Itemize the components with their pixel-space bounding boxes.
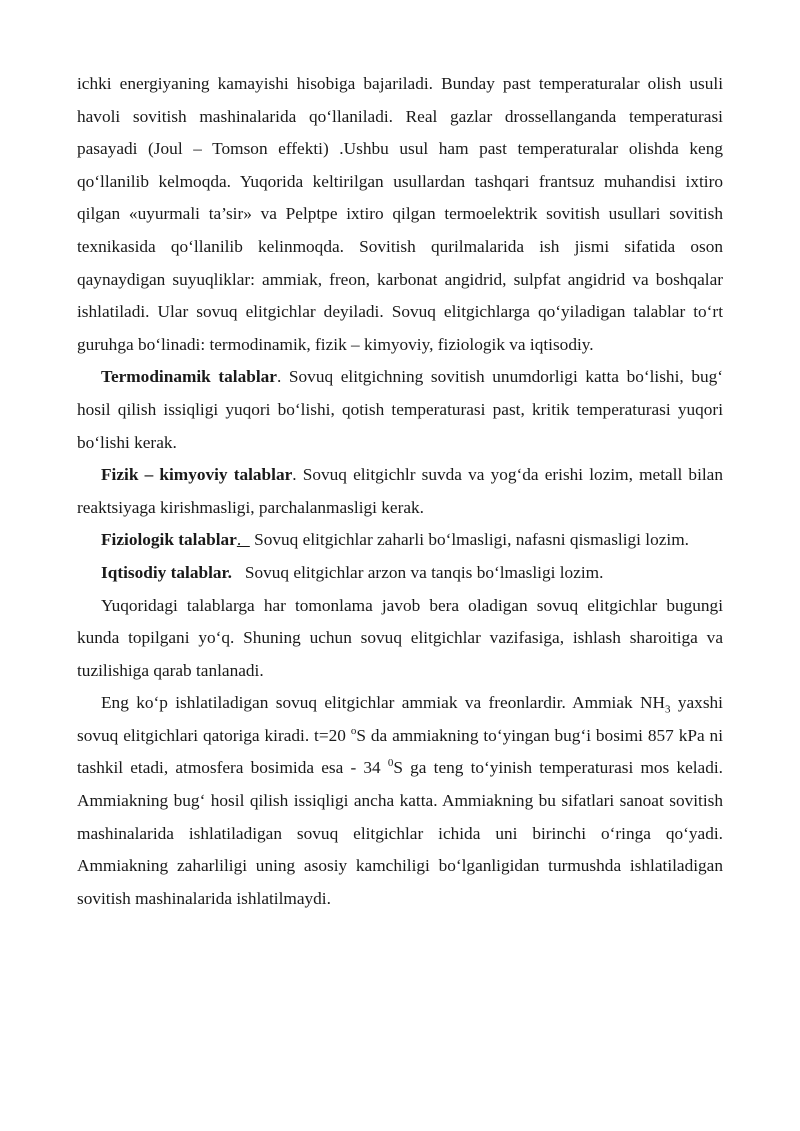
underline-physiological: . (236, 530, 250, 550)
text-physico-chemical: . Sovuq elitgichlr suvda va yog‘da erishi lozim, metall bilan reaktsiyaga kirishmasligi, parchalanmasligi kerak. (77, 465, 723, 517)
paragraph-physiological (77, 524, 723, 557)
degree-superscript-2: 0 (387, 757, 394, 770)
text-thermodynamic: . Sovuq elitgichning sovitish unumdorligi katta bo‘lishi, bug‘ hosil qilish issiqligi yuqori bo‘lishi, qotish temperaturasi past, kritik temperaturasi yuqori bo‘lishi kerak. (77, 367, 723, 452)
paragraph-ammonia (77, 687, 723, 915)
paragraph-thermodynamic (77, 361, 723, 459)
heading-physico-chemical: Fizik – kimyoviy talablar (101, 465, 293, 485)
text-physiological: Sovuq elitgichlar zaharli bo‘lmasligi, nafasni qismasligi lozim. (249, 530, 689, 550)
text-ammonia-a: Eng ko‘p ishlatiladigan sovuq elitgichlar ammiak va freonlardir. Ammiak NH (101, 693, 665, 713)
text-ammonia-b: yaxshi sovuq elitgichlari qatoriga kiradi. t=20 (77, 693, 723, 745)
paragraph-intro: ichki energiyaning kamayishi hisobiga bajariladi. Bunday past temperaturalar olish usuli havoli sovitish mashinalarida qo‘llaniladi. Real gazlar drossellanganda temperaturasi pasayadi (Joul – Tomson effekti) .Ushbu usul ham past temperaturalar olishda keng qo‘llanilib kelmoqda. Yuqorida keltirilgan usullardan tashqari frantsuz muhandisi ixtiro qilgan «uyurmali ta’sir» va Pelptpe ixtiro qilgan termoelektrik sovitish usullari sovitish texnikasida qo‘llanilib kelinmoqda. Sovitish qurilmalarida ish jismi sifatida oson qaynaydigan suyuqliklar: ammiak, freon, karbonat angidrid, sulpfat angidrid va boshqalar ishlatiladi. Ular sovuq elitgichlar deyiladi. Sovuq elitgichlarga qo‘yiladigan talablar to‘rt guruhga bo‘linadi: termodinamik, fizik – kimyoviy, fiziologik va iqtisodiy. (77, 74, 723, 354)
text-economic: Sovuq elitgichlar arzon va tanqis bo‘lmasligi lozim. (231, 562, 604, 582)
paragraph-physico-chemical (77, 459, 723, 524)
heading-thermodynamic: Termodinamik talablar (101, 367, 277, 387)
text-ammonia-d: S ga teng to‘yinish temperaturasi mos keladi. Ammiakning bug‘ hosil qilish issiqligi ancha katta. Ammiakning bu sifatlari sanoat sovitish mashinalarida ishlatiladigan sovuq elitgichlar ichida uni birinchi o‘ringa qo‘yadi. Ammiakning zaharliligi uning asosiy kamchiligi bo‘lganligidan turmushda ishlatiladigan sovitish mashinalarida ishlatilmaydi. (77, 758, 723, 908)
text-ammonia-c: S da ammiakning to‘yingan bug‘i bosimi 857 kPa ni tashkil etadi, atmosfera bosimida esa - 34 (77, 725, 724, 778)
heading-economic: Iqtisodiy talablar. (101, 562, 232, 582)
paragraph-selection: Yuqoridagi talablarga har tomonlama javob bera oladigan sovuq elitgichlar bugungi kunda topilgani yo‘q. Shuning uchun sovuq elitgichlar vazifasiga, ishlash sharoitiga va tuzilishiga qarab tanlanadi. (77, 595, 723, 680)
degree-superscript-1: o (350, 725, 357, 738)
document-page (77, 68, 723, 915)
subscript-3: 3 (665, 703, 671, 716)
heading-physiological: Fiziologik talablar (101, 530, 237, 550)
paragraph-economic (77, 557, 723, 590)
